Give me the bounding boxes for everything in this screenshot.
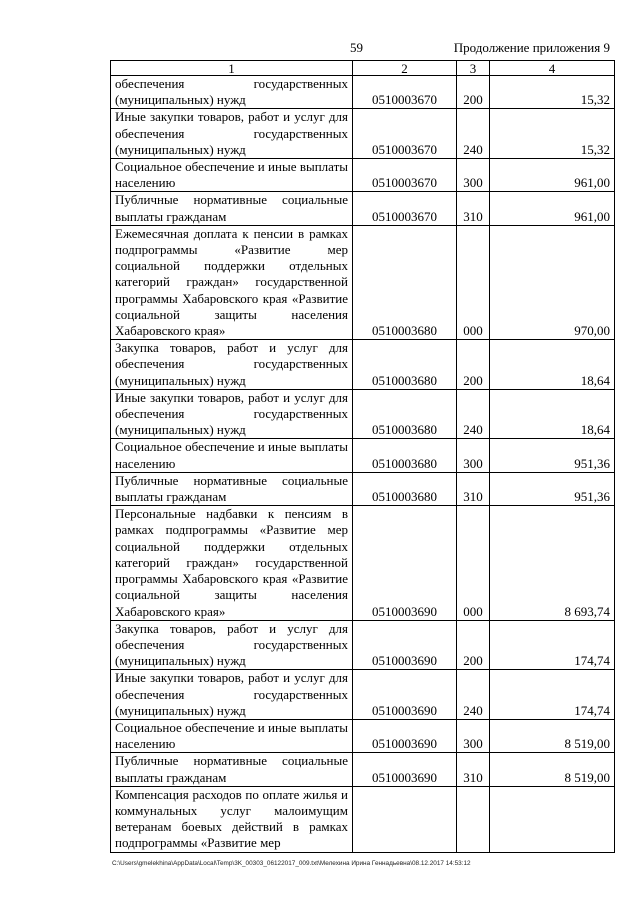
row-amount bbox=[490, 786, 615, 852]
table-row bbox=[111, 620, 615, 670]
row-description: обеспечения государственных (муниципальных) нужд bbox=[111, 76, 353, 109]
table-row bbox=[111, 159, 615, 192]
file-path-footer: C:\Users\gmelekhina\AppData\Local\Temp\3K_00303_06122017_009.txt\Мелехина Ирина Геннадьевна\08.12.2017 14:53:12 bbox=[112, 860, 471, 867]
table-row bbox=[111, 670, 615, 720]
row-expense-type: 300 bbox=[457, 439, 490, 472]
row-description: Социальное обеспечение и иные выплаты населению bbox=[111, 439, 353, 472]
row-expense-type: 000 bbox=[457, 506, 490, 620]
row-amount: 15,32 bbox=[490, 109, 615, 159]
row-expense-type: 240 bbox=[457, 670, 490, 720]
row-target-code: 0510003690 bbox=[353, 670, 457, 720]
budget-table bbox=[110, 60, 615, 853]
row-target-code: 0510003670 bbox=[353, 76, 457, 109]
row-amount: 961,00 bbox=[490, 192, 615, 225]
row-expense-type: 310 bbox=[457, 472, 490, 505]
row-description: Компенсация расходов по оплате жилья и коммунальных услуг малоимущим ветеранам боевых действий в рамках подпрограммы «Развитие мер bbox=[111, 786, 353, 852]
row-target-code: 0510003670 bbox=[353, 109, 457, 159]
row-amount: 174,74 bbox=[490, 620, 615, 670]
row-expense-type bbox=[457, 786, 490, 852]
row-expense-type: 300 bbox=[457, 159, 490, 192]
column-header-4: 4 bbox=[490, 61, 615, 76]
row-expense-type: 240 bbox=[457, 389, 490, 439]
row-target-code: 0510003690 bbox=[353, 719, 457, 752]
table-row bbox=[111, 719, 615, 752]
row-target-code: 0510003690 bbox=[353, 620, 457, 670]
appendix-continuation-label: Продолжение приложения 9 bbox=[453, 40, 610, 55]
row-amount: 8 693,74 bbox=[490, 506, 615, 620]
row-target-code: 0510003670 bbox=[353, 159, 457, 192]
row-target-code: 0510003680 bbox=[353, 340, 457, 390]
row-target-code: 0510003680 bbox=[353, 389, 457, 439]
row-description: Социальное обеспечение и иные выплаты населению bbox=[111, 159, 353, 192]
row-description: Иные закупки товаров, работ и услуг для обеспечения государственных (муниципальных) нужд bbox=[111, 389, 353, 439]
row-amount: 8 519,00 bbox=[490, 719, 615, 752]
page-number: 59 bbox=[350, 40, 363, 55]
row-description: Ежемесячная доплата к пенсии в рамках подпрограммы «Развитие мер социальной поддержки отдельных категорий граждан» государственной программы Хабаровского края «Развитие социальной защиты населения Хабаровского края» bbox=[111, 225, 353, 339]
column-header-3: 3 bbox=[457, 61, 490, 76]
budget-table-body bbox=[111, 61, 615, 853]
row-expense-type: 200 bbox=[457, 76, 490, 109]
column-header-1: 1 bbox=[111, 61, 353, 76]
row-amount: 970,00 bbox=[490, 225, 615, 339]
row-amount: 961,00 bbox=[490, 159, 615, 192]
table-row bbox=[111, 786, 615, 852]
row-expense-type: 310 bbox=[457, 753, 490, 786]
row-description: Персональные надбавки к пенсиям в рамках подпрограммы «Развитие мер социальной поддержки отдельных категорий граждан» государственной программы Хабаровского края «Развитие социальной защиты населения Хабаровского края» bbox=[111, 506, 353, 620]
row-expense-type: 240 bbox=[457, 109, 490, 159]
row-target-code bbox=[353, 786, 457, 852]
row-target-code: 0510003680 bbox=[353, 439, 457, 472]
row-description: Иные закупки товаров, работ и услуг для обеспечения государственных (муниципальных) нужд bbox=[111, 670, 353, 720]
row-amount: 15,32 bbox=[490, 76, 615, 109]
row-description: Закупка товаров, работ и услуг для обеспечения государственных (муниципальных) нужд bbox=[111, 620, 353, 670]
column-header-2: 2 bbox=[353, 61, 457, 76]
row-expense-type: 200 bbox=[457, 620, 490, 670]
row-expense-type: 310 bbox=[457, 192, 490, 225]
table-row bbox=[111, 76, 615, 109]
row-amount: 18,64 bbox=[490, 389, 615, 439]
row-amount: 951,36 bbox=[490, 472, 615, 505]
row-amount: 174,74 bbox=[490, 670, 615, 720]
table-row bbox=[111, 192, 615, 225]
row-amount: 8 519,00 bbox=[490, 753, 615, 786]
row-expense-type: 200 bbox=[457, 340, 490, 390]
table-row bbox=[111, 340, 615, 390]
row-description: Публичные нормативные социальные выплаты гражданам bbox=[111, 753, 353, 786]
row-target-code: 0510003680 bbox=[353, 225, 457, 339]
row-target-code: 0510003680 bbox=[353, 472, 457, 505]
table-row bbox=[111, 753, 615, 786]
row-target-code: 0510003670 bbox=[353, 192, 457, 225]
table-row bbox=[111, 506, 615, 620]
table-row bbox=[111, 472, 615, 505]
row-description: Закупка товаров, работ и услуг для обеспечения государственных (муниципальных) нужд bbox=[111, 340, 353, 390]
row-description: Социальное обеспечение и иные выплаты населению bbox=[111, 719, 353, 752]
row-description: Публичные нормативные социальные выплаты гражданам bbox=[111, 192, 353, 225]
table-row bbox=[111, 439, 615, 472]
row-amount: 18,64 bbox=[490, 340, 615, 390]
table-row bbox=[111, 225, 615, 339]
row-target-code: 0510003690 bbox=[353, 506, 457, 620]
row-target-code: 0510003690 bbox=[353, 753, 457, 786]
row-amount: 951,36 bbox=[490, 439, 615, 472]
row-expense-type: 000 bbox=[457, 225, 490, 339]
table-header-row bbox=[111, 61, 615, 76]
table-row bbox=[111, 389, 615, 439]
row-description: Публичные нормативные социальные выплаты гражданам bbox=[111, 472, 353, 505]
row-expense-type: 300 bbox=[457, 719, 490, 752]
table-row bbox=[111, 109, 615, 159]
row-description: Иные закупки товаров, работ и услуг для обеспечения государственных (муниципальных) нужд bbox=[111, 109, 353, 159]
